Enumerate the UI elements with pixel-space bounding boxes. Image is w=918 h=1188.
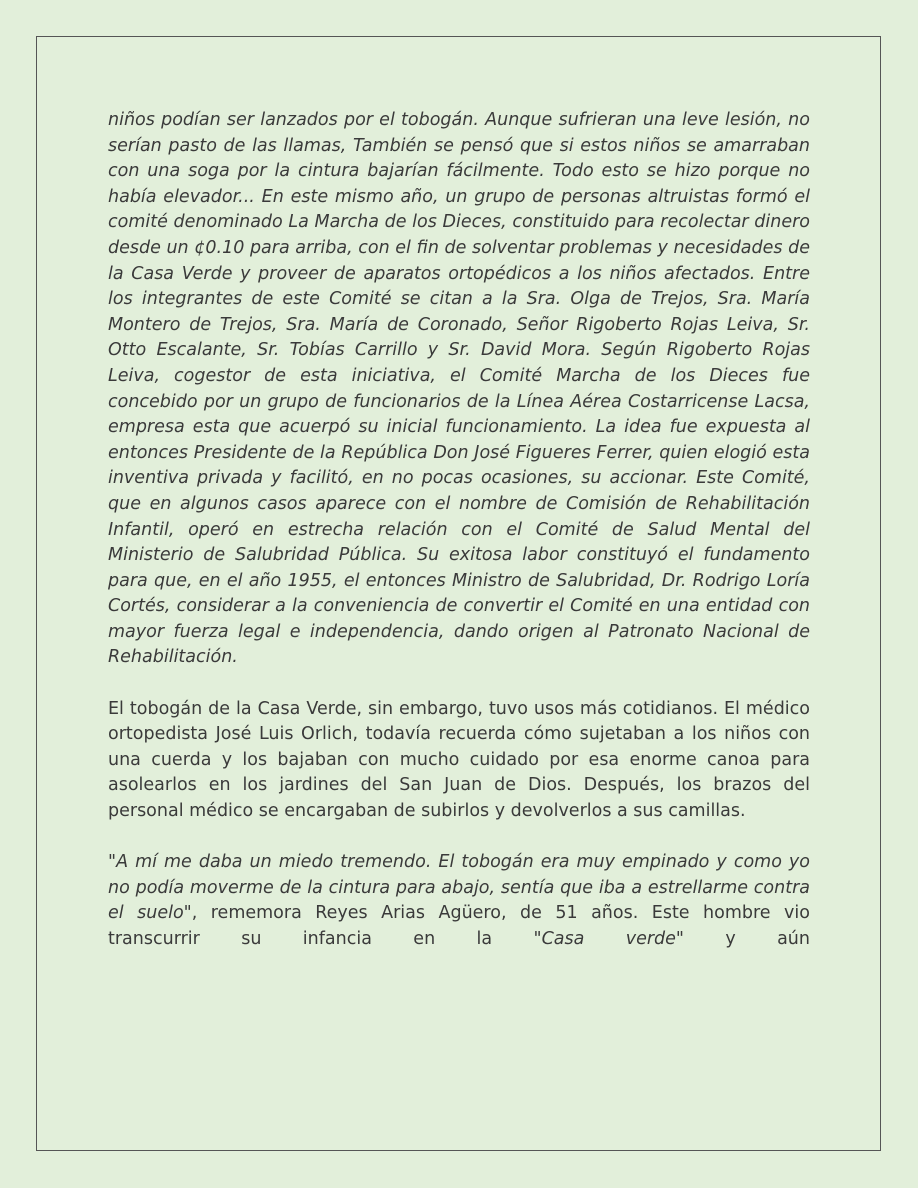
reyes-quote: A mí me daba un miedo tremendo. El tobogán era muy empinado y como yo no podía moverme de la cintura para abajo, sentía que iba a estrellarme contra el suelo <box>108 852 810 924</box>
document-body <box>108 108 810 953</box>
paragraph-2: El tobogán de la Casa Verde, sin embargo, tuvo usos más cotidianos. El médico ortopedista José Luis Orlich, todavía recuerda cómo sujetaban a los niños con una cuerda y los bajaban con mucho cuidado por esa enorme canoa para asolearlos en los jardines del San Juan de Dios. Después, los brazos del personal médico se encargaban de subirlos y devolverlos a sus camillas. <box>108 698 810 822</box>
quote-attribution: ", rememora Reyes Arias Agüero, de 51 años. Este hombre vio transcurrir su infancia en la " <box>108 903 810 949</box>
paragraph-3-tail: " y aún <box>675 929 810 949</box>
paragraph-1: niños podían ser lanzados por el tobogán. Aunque sufrieran una leve lesión, no serían pasto de las llamas, También se pensó que si estos niños se amarraban con una soga por la cintura bajarían fácilmente. Todo esto se hizo porque no había elevador... En este mismo año, un grupo de personas altruistas formó el comité denominado La Marcha de los Dieces, constituido para recolectar dinero desde un ¢0.10 para arriba, con el fin de solventar problemas y necesidades de la Casa Verde y proveer de aparatos ortopédicos a los niños afectados. Entre los integrantes de este Comité se citan a la Sra. Olga de Trejos, Sra. María Montero de Trejos, Sra. María de Coronado, Señor Rigoberto Rojas Leiva, Sr. Otto Escalante, Sr. Tobías Carrillo y Sr. David Mora. Según Rigoberto Rojas Leiva, cogestor de esta iniciativa, el Comité Marcha de los Dieces fue concebido por un grupo de funcionarios de la Línea Aérea Costarricense Lacsa, empresa esta que acuerpó su inicial funcionamiento. La idea fue expuesta al entonces Presidente de la República Don José Figueres Ferrer, quien elogió esta inventiva privada y facilitó, en no pocas ocasiones, su accionar. Este Comité, que en algunos casos aparece con el nombre de Comisión de Rehabilitación Infantil, operó en estrecha relación con el Comité de Salud Mental del Ministerio de Salubridad Pública. Su exitosa labor constituyó el fundamento para que, en el año 1955, el entonces Ministro de Salubridad, Dr. Rodrigo Loría Cortés, considerar a la conveniencia de convertir el Comité en una entidad con mayor fuerza legal e independencia, dando origen al Patronato Nacional de Rehabilitación. <box>108 110 810 668</box>
quote-open-mark: " <box>108 852 117 873</box>
casa-verde-term: Casa verde <box>541 929 676 949</box>
paragraph-3 <box>108 850 810 952</box>
